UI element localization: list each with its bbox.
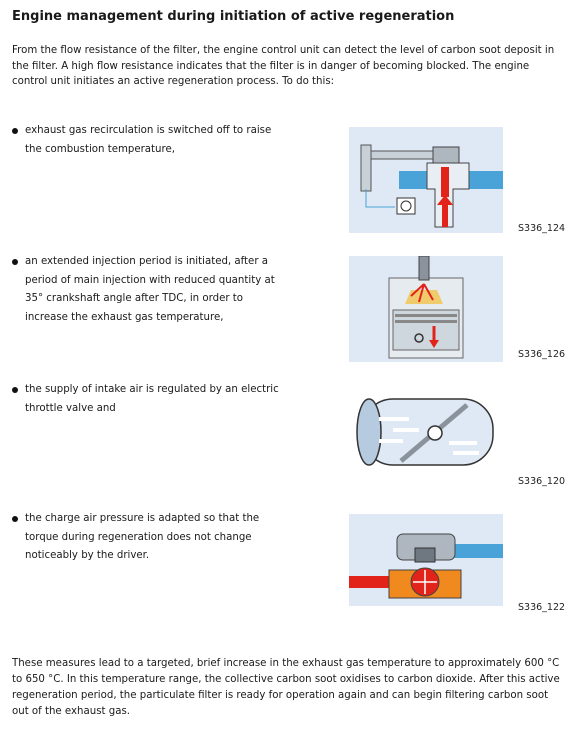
figure-turbocharger — [349, 514, 503, 606]
list-item-text: exhaust gas recirculation is switched off to raise the combustion temperature, — [25, 125, 272, 155]
list-item-injection — [12, 253, 282, 327]
list-item-text: the supply of intake air is regulated by an electric throttle valve and — [25, 384, 279, 414]
figure-egr-valve — [349, 127, 503, 233]
figure-code: S336_126 — [518, 349, 566, 360]
figure-throttle-valve — [349, 383, 503, 483]
list-item-throttle — [12, 381, 282, 418]
summary-paragraph: These measures lead to a targeted, brief increase in the exhaust gas temperature to approximately 600 °C to 650 °C. In this temperature range, the collective carbon soot oxidises to carbon dioxide. After this active regeneration period, the particulate filter is ready for operation again and can begin filtering carbon soot out of the exhaust gas. — [12, 658, 560, 717]
bullet-icon — [12, 259, 18, 265]
bullet-icon — [12, 516, 18, 522]
list-item-text: an extended injection period is initiated, after a period of main injection with reduced quantity at 35° crankshaft angle after TDC, in order to increase the exhaust gas temperature, — [25, 256, 275, 323]
intro-paragraph: From the flow resistance of the filter, the engine control unit can detect the level of carbon soot deposit in the filter. A high flow resistance indicates that the filter is in danger of becoming blocked. The engine control unit initiates an active regeneration process. To do this: — [12, 45, 555, 87]
list-item-charge-air — [12, 510, 282, 566]
figure-code: S336_120 — [518, 476, 566, 487]
figure-code: S336_122 — [518, 602, 566, 613]
figure-injection — [349, 256, 503, 362]
bullet-icon — [12, 128, 18, 134]
figure-code: S336_124 — [518, 223, 566, 234]
bullet-icon — [12, 387, 18, 393]
list-item-egr — [12, 122, 282, 159]
page-title: Engine management during initiation of active regeneration — [12, 9, 455, 24]
list-item-text: the charge air pressure is adapted so that the torque during regeneration does not change noticeably by the driver. — [25, 513, 260, 561]
